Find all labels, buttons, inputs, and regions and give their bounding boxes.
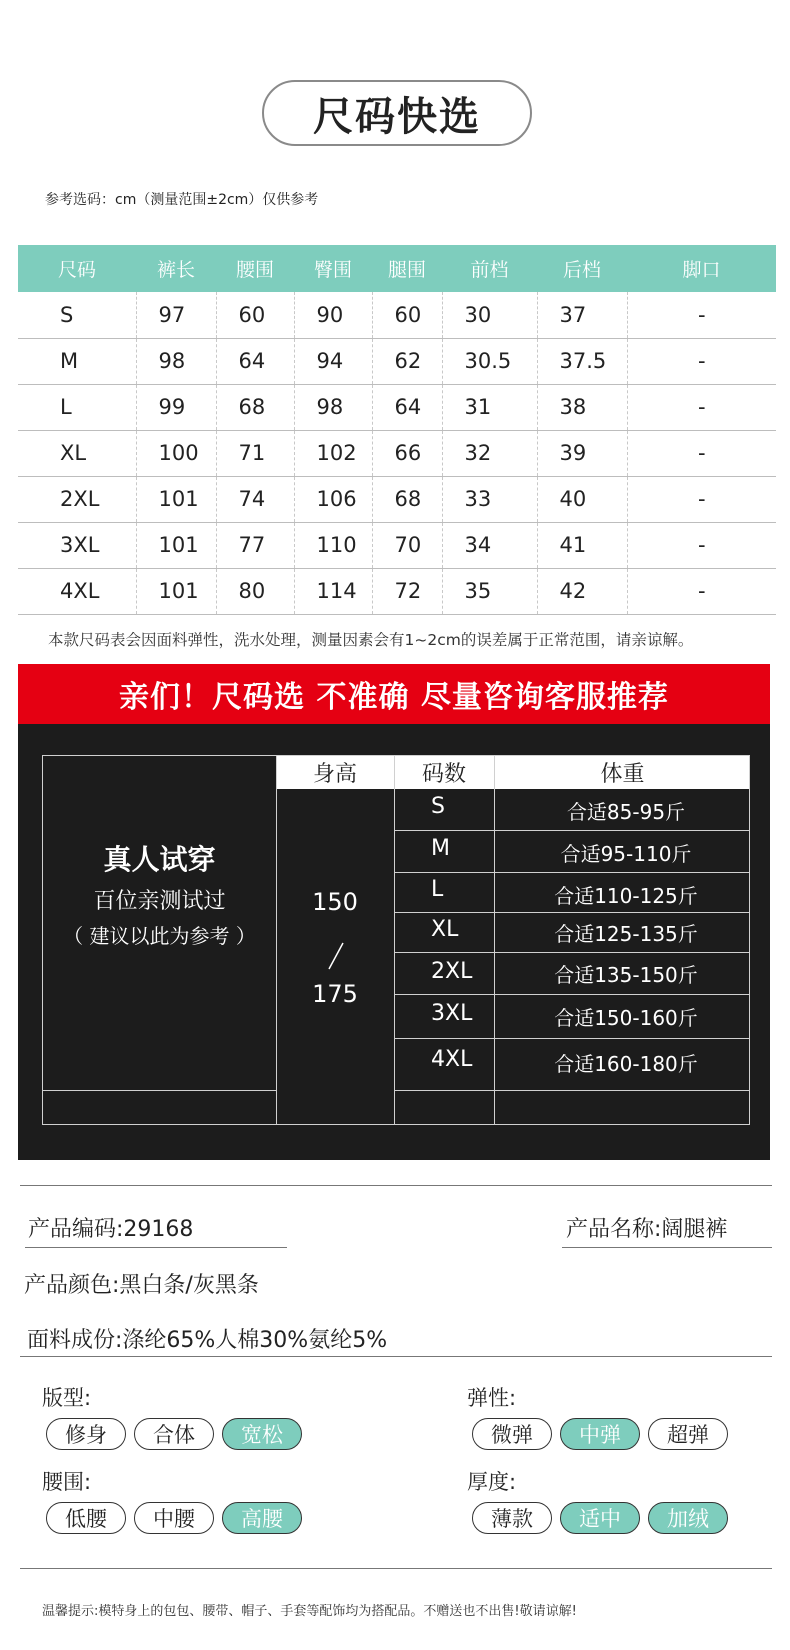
table-row [18,476,776,522]
table-cell: 102 [294,430,372,476]
height-max: 175 [312,980,358,1008]
table-cell: 74 [216,476,294,522]
thickness-option-medium: 适中 [560,1502,640,1534]
table-cell: 3XL [18,522,136,568]
waist-option-low: 低腰 [46,1502,126,1534]
tryon-weight: 合适125-135斤 [554,922,698,946]
grid-line [394,830,749,831]
table-cell: - [627,292,776,338]
elasticity-option-high: 超弹 [648,1418,728,1450]
grid-line [394,994,749,995]
table-cell: 30 [442,292,537,338]
tryon-size: XL [431,917,459,942]
header-back-rise: 后档 [537,245,627,292]
thickness-option-thin: 薄款 [472,1502,552,1534]
table-cell: XL [18,430,136,476]
table-cell: 37.5 [537,338,627,384]
tryon-size: 2XL [431,959,473,984]
table-cell: 38 [537,384,627,430]
grid-line [494,756,495,1124]
table-cell: - [627,568,776,614]
table-row [18,430,776,476]
divider [20,1356,772,1357]
divider [20,1185,772,1186]
table-cell: 106 [294,476,372,522]
grid-line [394,756,395,1124]
table-cell: - [627,338,776,384]
tryon-size: M [431,836,450,861]
table-cell: 60 [216,292,294,338]
table-row [18,338,776,384]
measurement-disclaimer: 本款尺码表会因面料弹性，洗水处理，测量因素会有1~2cm的误差属于正常范围，请亲谅解。 [48,631,694,649]
table-cell: 77 [216,522,294,568]
thickness-label: 厚度: [467,1470,517,1494]
table-cell: 37 [537,292,627,338]
waist-option-high: 高腰 [222,1502,302,1534]
table-cell: 98 [136,338,216,384]
divider [25,1247,287,1248]
col-height-label: 身高 [312,762,357,787]
table-cell: 72 [372,568,442,614]
height-min: 150 [312,888,358,916]
tryon-weight: 合适85-95斤 [566,800,686,824]
table-cell: 62 [372,338,442,384]
table-cell: 97 [136,292,216,338]
tryon-note: （ 建议以此为参考 ） [63,924,256,948]
table-cell: 114 [294,568,372,614]
tryon-weight: 合适150-160斤 [554,1006,698,1030]
table-cell: 2XL [18,476,136,522]
table-cell: 40 [537,476,627,522]
col-weight-label: 体重 [600,762,645,787]
thickness-option-fleece: 加绒 [648,1502,728,1534]
table-cell: 66 [372,430,442,476]
header-waist: 腰围 [216,245,294,292]
elasticity-label: 弹性: [467,1386,517,1410]
product-color: 产品颜色:黑白条/灰黑条 [24,1273,259,1298]
footer-tip: 温馨提示:模特身上的包包、腰带、帽子、手套等配饰均为搭配品。不赠送也不出售!敬请谅解! [42,1604,577,1619]
table-cell: 99 [136,384,216,430]
elasticity-option-slight: 微弹 [472,1418,552,1450]
table-row [18,568,776,614]
table-cell: 64 [216,338,294,384]
tryon-weight: 合适135-150斤 [554,963,698,987]
header-hip: 臀围 [294,245,372,292]
table-cell: 4XL [18,568,136,614]
table-cell: 68 [216,384,294,430]
header-front-rise: 前档 [442,245,537,292]
table-cell: 64 [372,384,442,430]
table-cell: M [18,338,136,384]
table-cell: 42 [537,568,627,614]
divider [562,1247,772,1248]
table-cell: 34 [442,522,537,568]
table-cell: 60 [372,292,442,338]
table-cell: L [18,384,136,430]
tryon-title: 真人试穿 [103,843,216,876]
table-cell: - [627,384,776,430]
size-table-header [18,245,776,292]
header-thigh: 腿围 [372,245,442,292]
table-cell: 98 [294,384,372,430]
header-hem: 脚口 [627,245,776,292]
elasticity-option-medium: 中弹 [560,1418,640,1450]
grid-line [276,756,277,1124]
table-row [18,384,776,430]
table-cell: 101 [136,568,216,614]
table-cell: 35 [442,568,537,614]
reference-note: 参考选码：cm（测量范围±2cm）仅供参考 [45,192,319,208]
product-fabric: 面料成份:涤纶65%人棉30%氨纶5% [27,1328,388,1353]
grid-line [394,1038,749,1039]
tryon-weight: 合适110-125斤 [554,884,698,908]
header-length: 裤长 [136,245,216,292]
size-table [18,245,776,615]
table-row [18,292,776,338]
divider [20,1568,772,1569]
advice-banner: 亲们！尺码选 不准确 尽量咨询客服推荐 [18,664,770,724]
table-cell: 68 [372,476,442,522]
table-row [18,522,776,568]
product-name: 产品名称:阔腿裤 [566,1217,728,1242]
fit-option-slim: 修身 [46,1418,126,1450]
tryon-size: 4XL [431,1047,473,1072]
tryon-size: 3XL [431,1001,473,1026]
section-title: 尺码快选 [262,80,532,146]
tryon-subtitle: 百位亲测试过 [93,889,226,914]
waist-option-mid: 中腰 [134,1502,214,1534]
table-cell: 101 [136,476,216,522]
waist-label: 腰围: [42,1470,92,1494]
grid-line [43,1090,276,1091]
tryon-weight: 合适160-180斤 [554,1052,698,1076]
table-cell: 80 [216,568,294,614]
table-cell: 33 [442,476,537,522]
tryon-size: L [431,877,444,902]
fit-label: 版型: [42,1386,92,1410]
table-cell: - [627,522,776,568]
table-cell: - [627,430,776,476]
table-cell: 90 [294,292,372,338]
col-size-label: 码数 [421,762,466,787]
table-cell: 32 [442,430,537,476]
table-cell: 100 [136,430,216,476]
table-cell: 101 [136,522,216,568]
grid-line [394,952,749,953]
table-cell: 94 [294,338,372,384]
tryon-weight: 合适95-110斤 [560,842,692,866]
slash-divider [276,941,394,971]
product-code: 产品编码:29168 [28,1217,194,1242]
table-cell: 39 [537,430,627,476]
table-cell: 31 [442,384,537,430]
tryon-size: S [431,794,445,819]
table-cell: 71 [216,430,294,476]
table-cell: 70 [372,522,442,568]
header-size: 尺码 [18,245,136,292]
table-cell: - [627,476,776,522]
grid-line [394,872,749,873]
table-cell: S [18,292,136,338]
fit-option-loose: 宽松 [222,1418,302,1450]
table-cell: 41 [537,522,627,568]
grid-line [394,912,749,913]
table-cell: 110 [294,522,372,568]
tryon-table [42,755,750,1125]
grid-line [394,1090,749,1091]
fit-option-regular: 合体 [134,1418,214,1450]
table-cell: 30.5 [442,338,537,384]
